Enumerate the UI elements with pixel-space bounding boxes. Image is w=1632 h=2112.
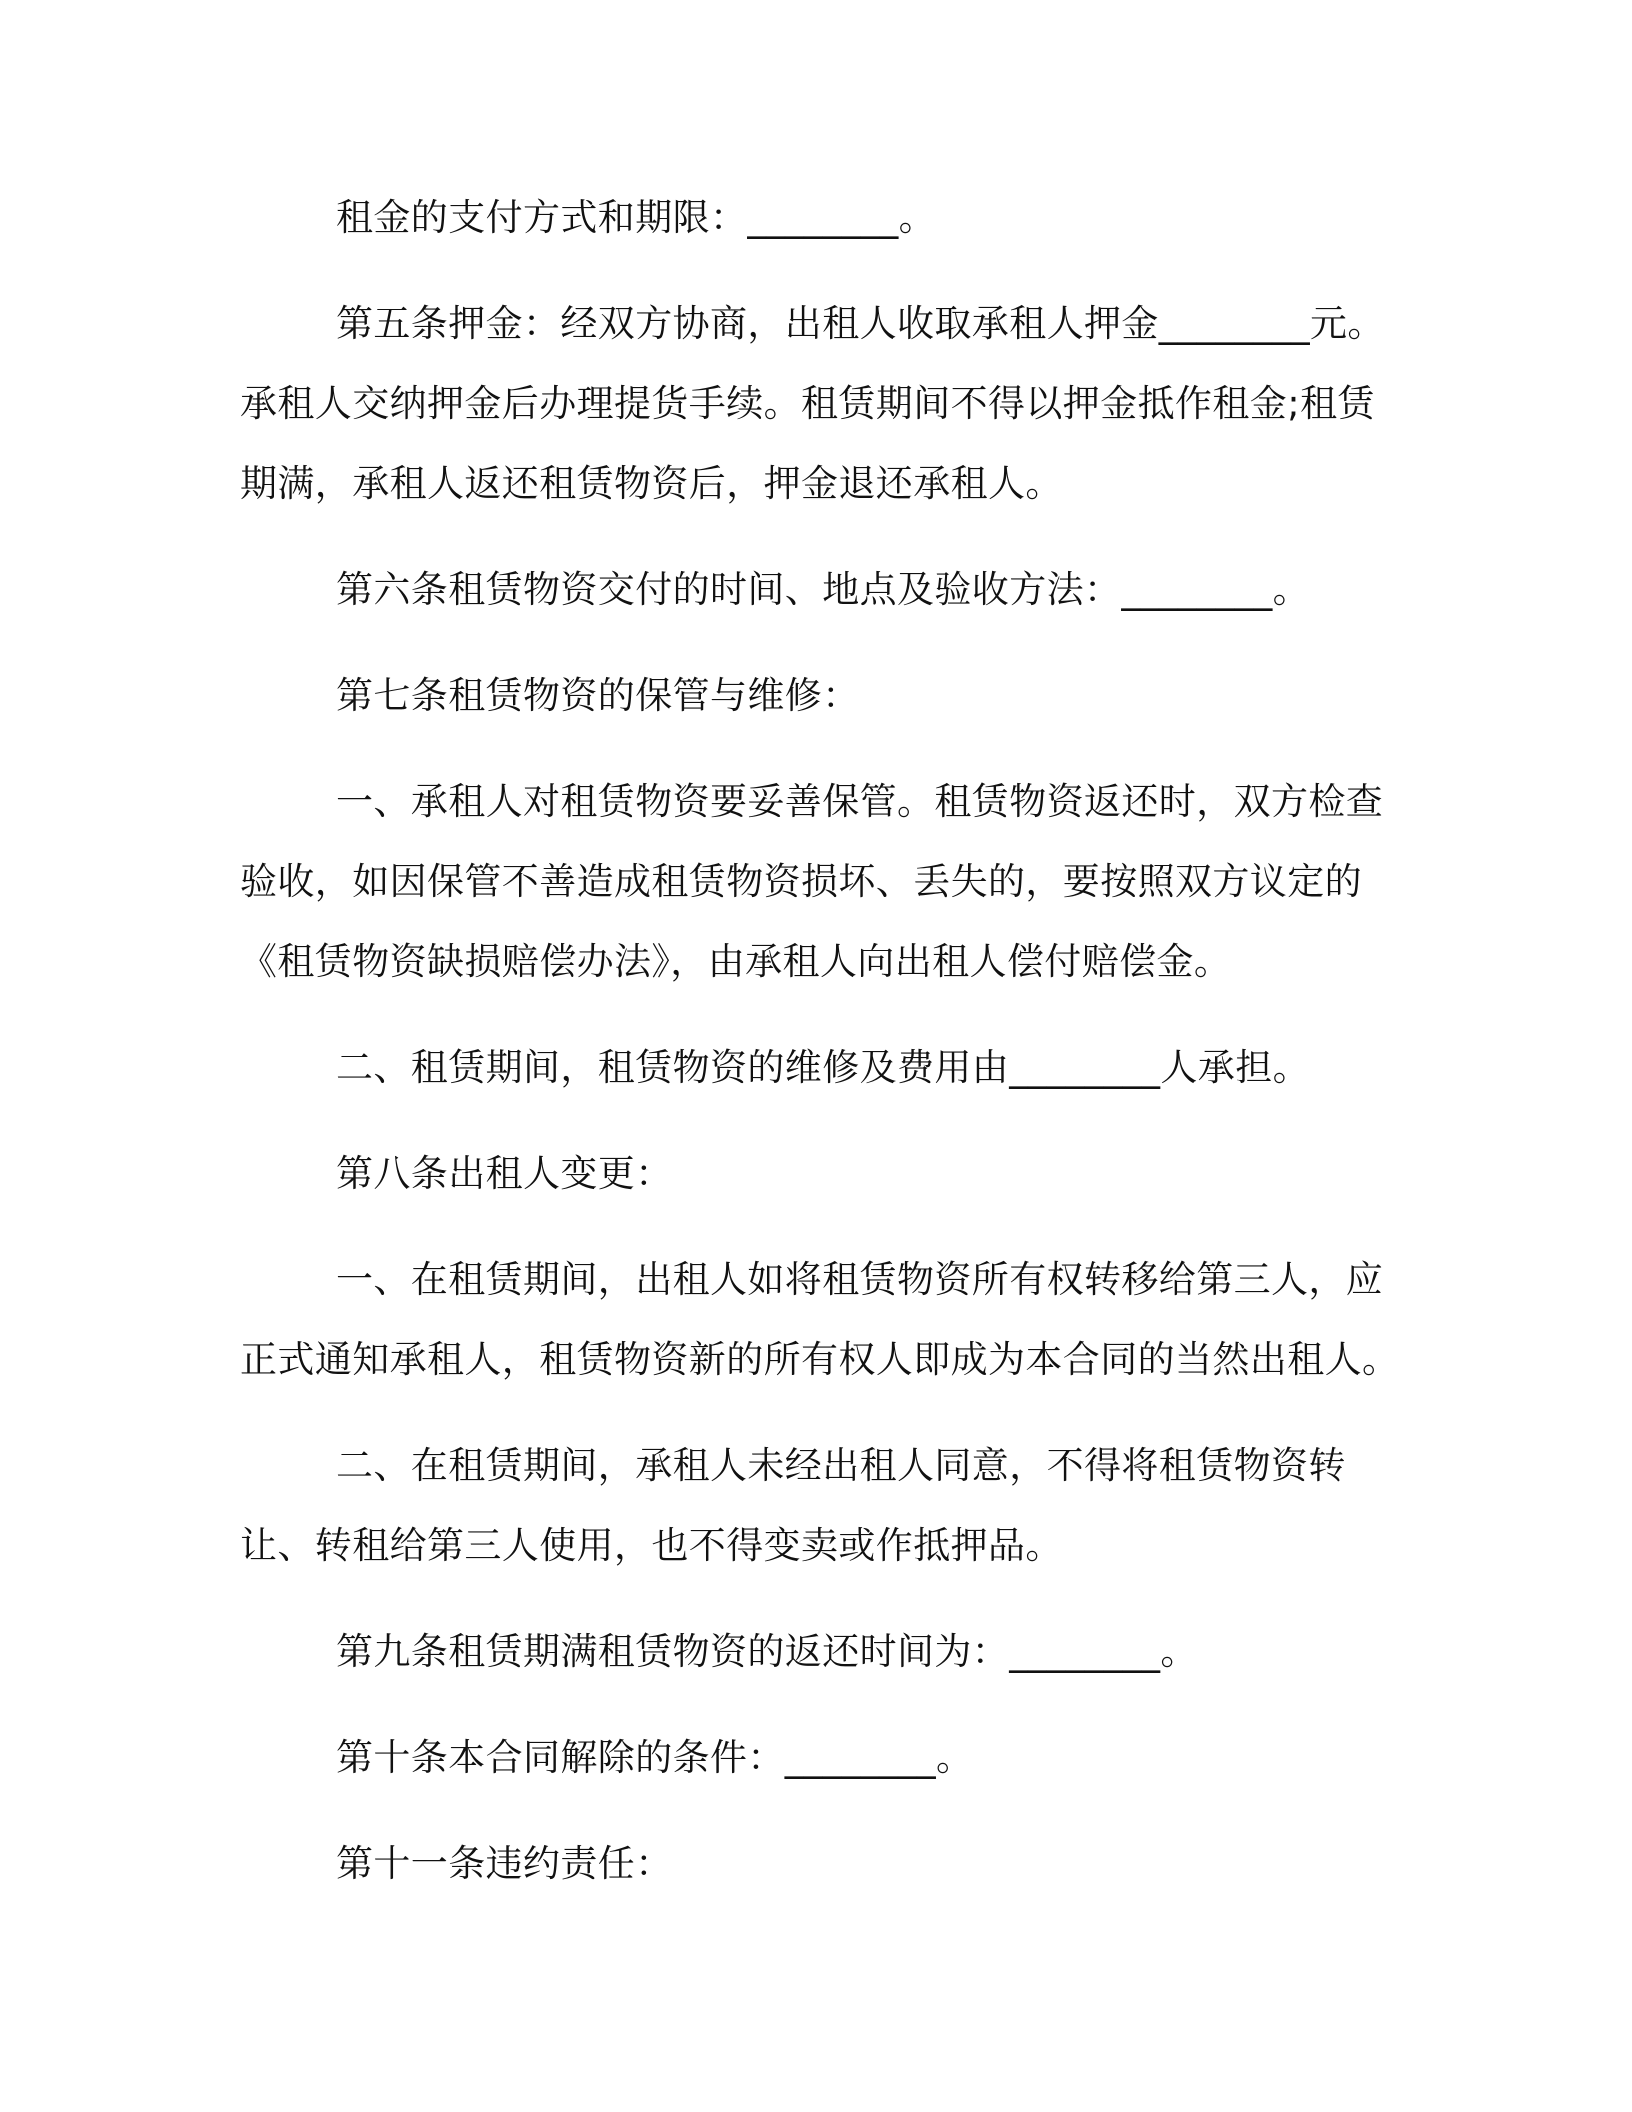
paragraph-rent-payment: 租金的支付方式和期限：________。 — [336, 196, 936, 239]
document-body — [240, 178, 1408, 1904]
paragraph-article-8-item-1: 一、在租赁期间，出租人如将租赁物资所有权转移给第三人，应正式通知承租人，租赁物资新的所有权人即成为本合同的当然出租人。 — [240, 1258, 1400, 1381]
paragraph-article-7-item-2: 二、租赁期间，租赁物资的维修及费用由________人承担。 — [336, 1046, 1310, 1089]
paragraph-article-10-termination: 第十条本合同解除的条件：________。 — [336, 1736, 974, 1779]
paragraph-article-8-item-2: 二、在租赁期间，承租人未经出租人同意，不得将租赁物资转让、转租给第三人使用，也不得变卖或作抵押品。 — [240, 1444, 1346, 1567]
paragraph-article-9-return: 第九条租赁期满租赁物资的返还时间为：________。 — [336, 1630, 1198, 1673]
paragraph-article-6-delivery: 第六条租赁物资交付的时间、地点及验收方法：________。 — [336, 568, 1310, 611]
paragraph-article-11-liability: 第十一条违约责任： — [336, 1842, 673, 1885]
paragraph-article-7-item-1: 一、承租人对租赁物资要妥善保管。租赁物资返还时，双方检查验收，如因保管不善造成租赁物资损坏、丢失的，要按照双方议定的《租赁物资缺损赔偿办法》，由承租人向出租人偿付赔偿金。 — [240, 780, 1384, 983]
paragraph-article-8-heading: 第八条出租人变更： — [336, 1152, 673, 1195]
paragraph-article-7-heading: 第七条租赁物资的保管与维修： — [336, 674, 860, 717]
paragraph-article-5-deposit: 第五条押金：经双方协商，出租人收取承租人押金________元。承租人交纳押金后办理提货手续。租赁期间不得以押金抵作租金;租赁期满，承租人返还租赁物资后，押金退还承租人。 — [240, 302, 1385, 505]
